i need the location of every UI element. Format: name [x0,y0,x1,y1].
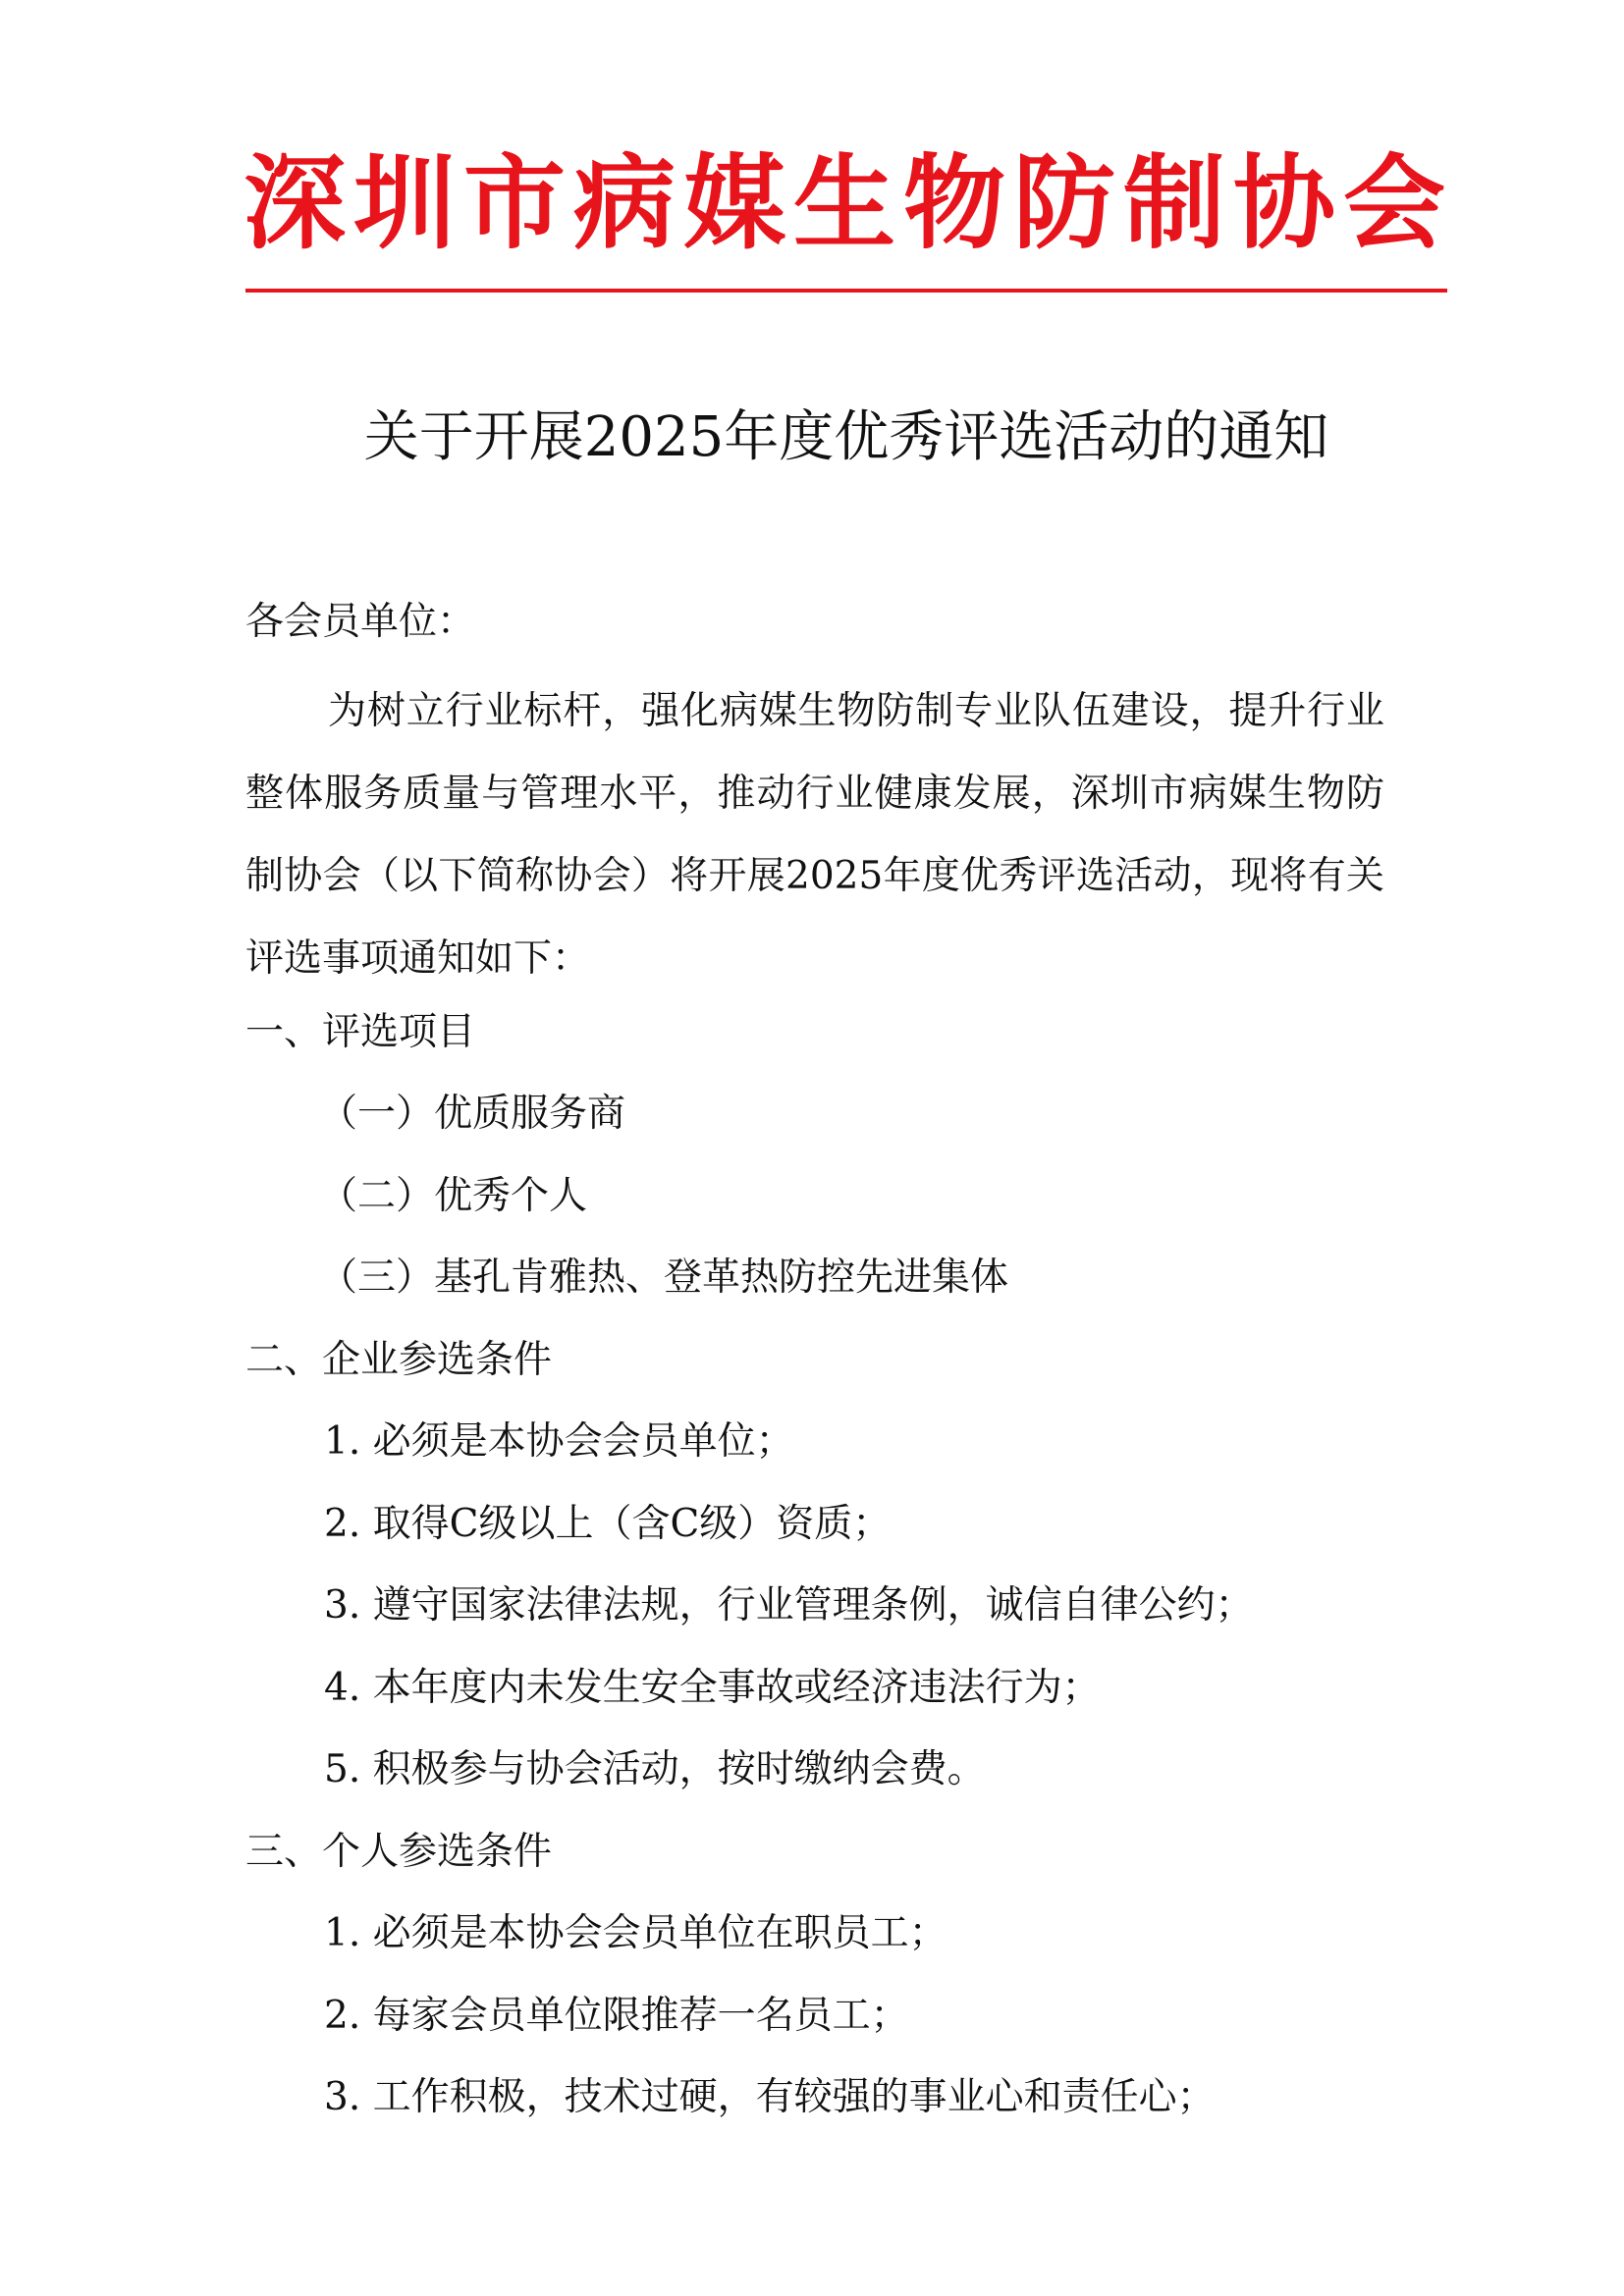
section-2-item-1: 1. 必须是本协会会员单位； [324,1419,794,1464]
section-3-item-3: 3. 工作积极，技术过硬，有较强的事业心和责任心； [324,2075,1216,2119]
intro-paragraph: 为树立行业标杆，强化病媒生物防制专业队伍建设，提升行业整体服务质量与管理水平，推动行业健康发展，深圳市病媒生物防制协会（以下简称协会）将开展2025年度优秀评选活动，现将有关评选事项通知如下： [245,689,1384,981]
salutation: 各会员单位： [245,600,476,644]
section-2-item-3: 3. 遵守国家法律法规，行业管理条例，诚信自律公约； [324,1583,1254,1628]
section-3-item-2: 2. 每家会员单位限推荐一名员工； [324,1994,909,2038]
section-1-item-1: （一）优质服务商 [319,1092,626,1136]
letterhead-red-rule [245,289,1447,293]
document-title: 关于开展2025年度优秀评选活动的通知 [363,405,1329,469]
section-heading-1: 一、评选项目 [245,1010,476,1054]
section-heading-3: 三、个人参选条件 [245,1830,553,1874]
section-1-item-2: （二）优秀个人 [319,1174,588,1218]
section-1-item-3: （三）基孔肯雅热、登革热防控先进集体 [319,1255,1009,1300]
section-2-item-2: 2. 取得C级以上（含C级）资质； [324,1502,892,1546]
section-2-item-4: 4. 本年度内未发生安全事故或经济违法行为； [324,1666,1101,1710]
section-2-item-5: 5. 积极参与协会活动，按时缴纳会费。 [324,1747,986,1791]
section-heading-2: 二、企业参选条件 [245,1338,553,1382]
section-3-item-1: 1. 必须是本协会会员单位在职员工； [324,1911,947,1955]
letterhead-org-name: 深圳市病媒生物防制协会 [244,143,1454,263]
